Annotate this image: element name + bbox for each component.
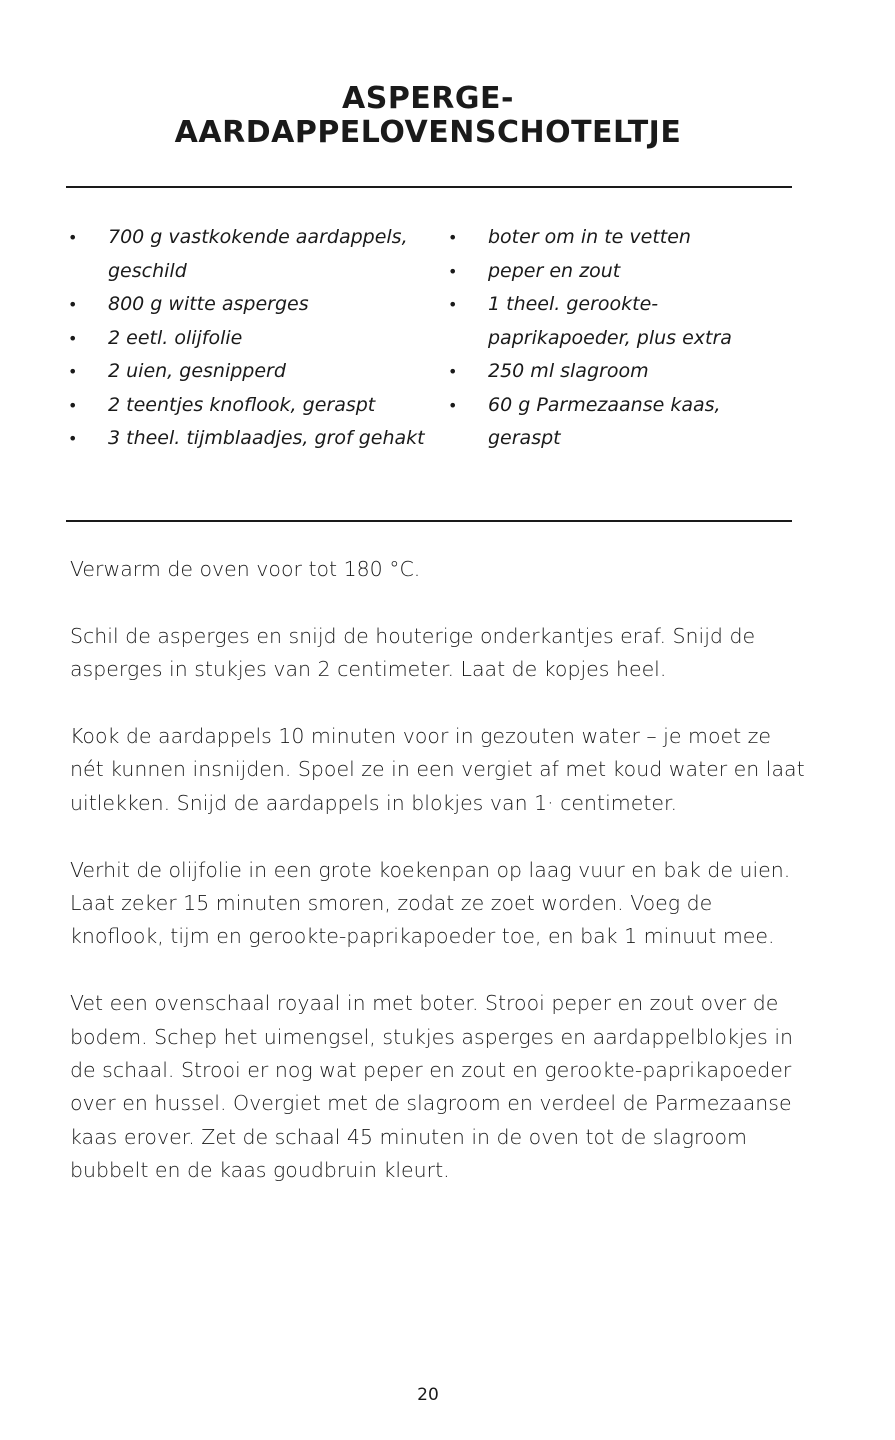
ingredient-text: 800 g witte asperges	[108, 293, 309, 315]
recipe-title	[0, 82, 856, 150]
ingredient-list-left	[68, 221, 428, 456]
ingredient-item	[68, 288, 428, 322]
ingredient-text: 2 eetl. olijfolie	[108, 326, 243, 349]
instruction-step: Vet een ovenschaal royaal in met boter. Strooi peper en zout over de bodem. Schep het uimengsel, stukjes asperges en aardappelblokjes in de schaal. Strooi er nog wat peper en zout en gerookte-paprikapoeder over en hussel. Overgiet met de slagroom en verdeel de Parmezaanse kaas erover. Zet de schaal 45 minuten in de oven tot de slagroom bubbelt en de kaas goudbruin kleurt.	[70, 991, 794, 1183]
bullet-icon: •	[68, 295, 78, 314]
ingredient-text: 60 g Parmezaanse kaas, geraspt	[488, 393, 721, 449]
bottom-divider	[66, 520, 792, 522]
page-number: 20	[417, 1385, 439, 1405]
ingredient-item	[448, 288, 788, 355]
ingredient-item	[448, 355, 788, 389]
ingredient-text: peper en zout	[488, 259, 621, 282]
ingredient-text: 3 theel. tijmblaadjes, grof gehakt	[108, 427, 425, 449]
instruction-step: Schil de asperges en snijd de houterige onderkantjes eraf. Snijd de asperges in stukjes van 2 centimeter. Laat de kopjes heel.	[70, 623, 756, 682]
top-divider	[66, 186, 792, 188]
ingredient-item	[448, 221, 788, 255]
instructions	[70, 553, 810, 1221]
bullet-icon: •	[448, 395, 458, 415]
instruction-step: Verwarm de oven voor tot 180 °C.	[70, 557, 421, 581]
ingredient-item	[68, 422, 428, 456]
ingredient-text: 2 teentjes knoflook, geraspt	[108, 393, 376, 416]
ingredient-text: 1 theel. gerookte-paprikapoeder, plus extra	[488, 293, 732, 349]
ingredient-item	[68, 322, 428, 356]
bullet-icon: •	[68, 362, 78, 381]
instruction-step: Kook de aardappels 10 minuten voor in gezouten water – je moet ze nét kunnen insnijden. Spoel ze in een vergiet af met koud water en laat uitlekken. Snijd de aardappels in blokjes van 1· centimeter.	[70, 724, 805, 815]
ingredient-list-right	[448, 221, 788, 456]
bullet-icon: •	[448, 228, 458, 247]
ingredient-text: boter om in te vetten	[488, 226, 691, 248]
ingredient-item	[68, 221, 428, 288]
ingredient-text: 250 ml slagroom	[488, 360, 649, 382]
bullet-icon: •	[448, 362, 458, 381]
instruction-step: Verhit de olijfolie in een grote koekenpan op laag vuur en bak de uien. Laat zeker 15 minuten smoren, zodat ze zoet worden. Voeg de knoflook, tijm en gerookte-paprikapoeder toe, en bak 1 minuut mee.	[70, 857, 791, 949]
recipe-title-line-2: AARDAPPELOVENSCHOTELTJE	[174, 115, 682, 150]
ingredient-text: 700 g vastkokende aardappels, geschild	[108, 226, 408, 282]
bullet-icon: •	[68, 228, 78, 247]
recipe-title-line-1: ASPERGE-	[342, 81, 514, 116]
bullet-icon: •	[68, 429, 78, 448]
ingredient-text: 2 uien, gesnipperd	[108, 360, 286, 382]
bullet-icon: •	[68, 328, 78, 348]
bullet-icon: •	[448, 261, 458, 281]
ingredient-item	[68, 355, 428, 389]
ingredient-item	[448, 255, 788, 289]
ingredient-item	[68, 389, 428, 423]
ingredient-item	[448, 389, 788, 456]
bullet-icon: •	[68, 395, 78, 415]
bullet-icon: •	[448, 295, 458, 314]
